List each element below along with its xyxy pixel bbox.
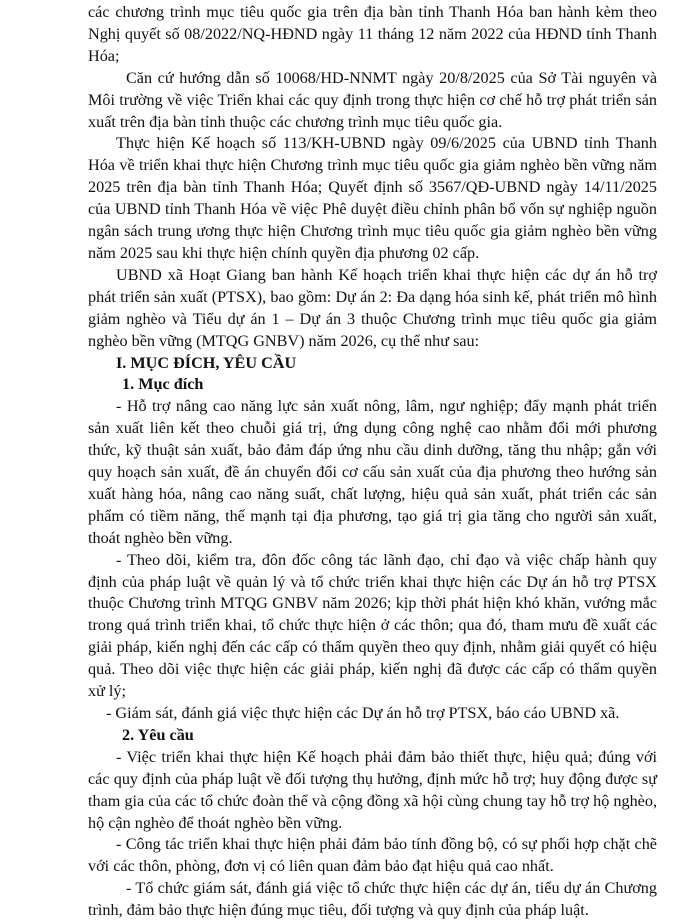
- bullet-synchronous-coordination: - Công tác triển khai thực hiện phải đảm bảo tính đồng bộ, có sự phối hợp chặt chẽ với các thôn, phòng, đơn vị có liên quan đảm bảo đạt hiệu quả cao nhất.: [88, 835, 657, 876]
- paragraph-legal-basis-continued: các chương trình mục tiêu quốc gia trên địa bàn tỉnh Thanh Hóa ban hành kèm theo Nghị quyết số 08/2022/NQ-HĐND ngày 11 tháng 12 năm 2022 của HĐND tỉnh Thanh Hóa;: [88, 3, 657, 65]
- paragraph-plan-113: Thực hiện Kế hoạch số 113/KH-UBND ngày 09/6/2025 của UBND tỉnh Thanh Hóa về triển khai thực hiện Chương trình mục tiêu quốc gia giảm nghèo bền vững năm 2025 trên địa bàn tỉnh Thanh Hóa; Quyết định số 3567/QĐ-UBND ngày 14/11/2025 của UBND tỉnh Thanh Hóa về việc Phê duyệt điều chỉnh phân bổ vốn sự nghiệp nguồn ngân sách trung ương thực hiện Chương trình mục tiêu quốc gia giảm nghèo bền vững năm 2025 sau khi thực hiện chính quyền địa phương 02 cấp.: [88, 134, 657, 262]
- bullet-support-production: - Hỗ trợ nâng cao năng lực sản xuất nông, lâm, ngư nghiệp; đẩy mạnh phát triển sản xuất liên kết theo chuỗi giá trị, ứng dụng công nghệ cao nhằm đổi mới phương thức, kỹ thuật sản xuất, bảo đảm đáp ứng nhu cầu dinh dưỡng, tăng thu nhập; gắn với quy hoạch sản xuất, đề án chuyển đổi cơ cấu sản xuất của địa phương theo hướng sản xuất hàng hóa, nâng cao năng suất, chất lượng, hiệu quả sản xuất, phát triển các sản phẩm có tiềm năng, thế mạnh tại địa phương, tạo giá trị gia tăng cho người sản xuất, thoát nghèo bền vững.: [88, 397, 657, 547]
- bullet-supervision-evaluation: - Giám sát, đánh giá việc thực hiện các Dự án hỗ trợ PTSX, báo cáo UBND xã.: [106, 704, 620, 722]
- section-heading-purpose-requirements: I. MỤC ĐÍCH, YÊU CẦU: [116, 353, 297, 372]
- bullet-implementation-effective: - Việc triển khai thực hiện Kế hoạch phải đảm bảo thiết thực, hiệu quả; đúng với các quy định của pháp luật về đối tượng thụ hưởng, định mức hỗ trợ; huy động được sự tham gia của các tổ chức đoàn thể và cộng đồng xã hội cùng chung tay hỗ trợ hộ nghèo, hộ cận nghèo để thoát nghèo bền vững.: [88, 747, 657, 832]
- subsection-heading-purpose: 1. Mục đích: [122, 375, 204, 394]
- bullet-monitoring-inspection: - Theo dõi, kiểm tra, đôn đốc công tác lãnh đạo, chỉ đạo và việc chấp hành quy định của pháp luật về quản lý và tổ chức triển khai thực hiện các Dự án hỗ trợ PTSX thuộc Chương trình MTQG GNBV năm 2026; kịp thời phát hiện khó khăn, vướng mắc trong quá trình triển khai, tổ chức thực hiện ở các thôn; qua đó, tham mưu đề xuất các giải pháp, kiến nghị đến các cấp có thẩm quyền theo quy định, nhằm giải quyết có hiệu quả. Theo dõi việc thực hiện các giải pháp, kiến nghị đã được các cấp có thẩm quyền xử lý;: [88, 550, 657, 701]
- paragraph-guidance-10068: Căn cứ hướng dẫn số 10068/HD-NNMT ngày 20/8/2025 của Sở Tài nguyên và Môi trường về việc Triển khai các quy định trong thực hiện cơ chế hỗ trợ phát triển sản xuất trên địa bàn tỉnh thuộc các chương trình mục tiêu quốc gia.: [88, 68, 657, 131]
- subsection-heading-requirements: 2. Yêu cầu: [122, 725, 194, 744]
- bullet-organize-supervision: - Tổ chức giám sát, đánh giá việc tổ chức thực hiện các dự án, tiểu dự án Chương trình, đảm bảo thực hiện đúng mục tiêu, đối tượng và quy định của pháp luật.: [88, 879, 657, 920]
- paragraph-commune-plan: UBND xã Hoạt Giang ban hành Kế hoạch triển khai thực hiện các dự án hỗ trợ phát triển sản xuất (PTSX), bao gồm: Dự án 2: Đa dạng hóa sinh kế, phát triển mô hình giảm nghèo và Tiểu dự án 1 – Dự án 3 thuộc Chương trình mục tiêu quốc gia giảm nghèo bền vững (MTQG GNBV) năm 2026, cụ thể như sau:: [88, 265, 657, 350]
